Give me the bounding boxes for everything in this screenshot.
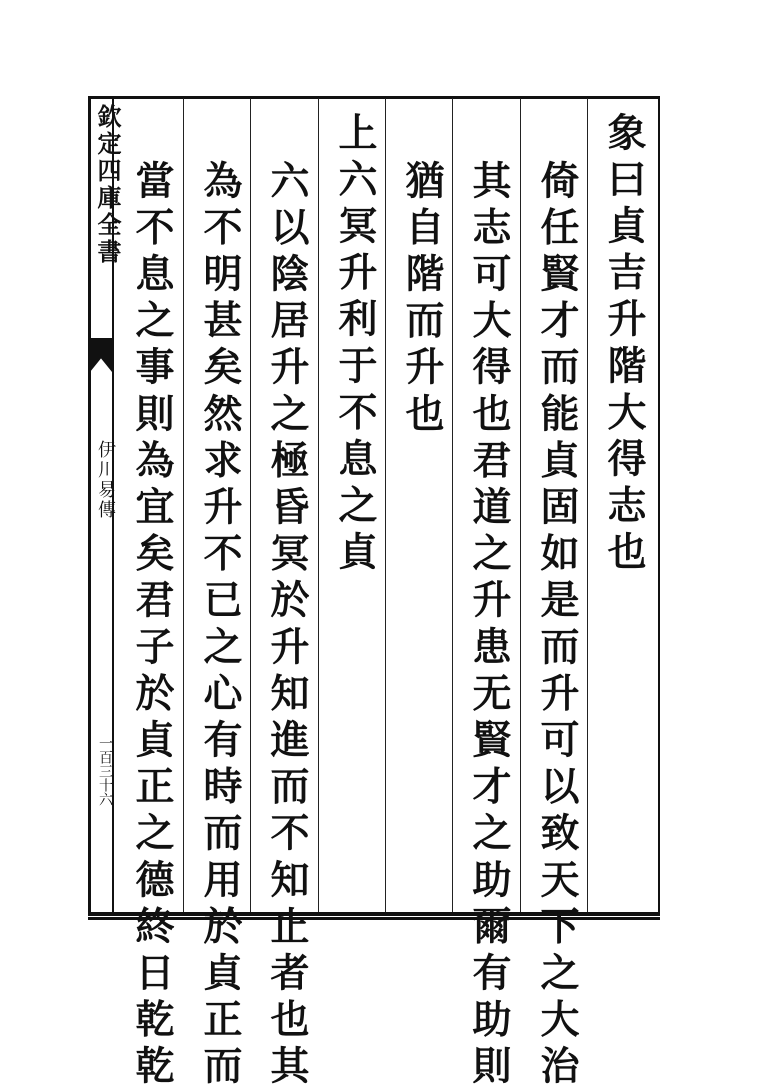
column-rule (452, 98, 453, 912)
column-rule (250, 98, 251, 912)
text-column-2: 倚任賢才而能貞固如是而升可以致天下之大治 (534, 160, 580, 1092)
text-column-4: 猶自階而升也 (399, 160, 445, 440)
column-rule (587, 98, 588, 912)
text-column-3: 其志可大得也君道之升患无賢才之助爾有助則 (466, 160, 512, 1092)
text-column-7: 為不明甚矣然求升不已之心有時而用於貞正而 (197, 160, 243, 1092)
text-column-5: 上六冥升利于不息之貞 (332, 112, 378, 578)
column-rule (318, 98, 319, 912)
column-rule (183, 98, 184, 912)
page-number: 一百三十六 (97, 736, 113, 806)
column-rule (520, 98, 521, 912)
text-column-1: 象曰貞吉升階大得志也 (601, 112, 647, 578)
book-title: 伊川易傳 (95, 440, 116, 520)
collection-title: 欽定四庫全書 (93, 104, 122, 266)
text-column-6: 六以陰居升之極昏冥於升知進而不知止者也其 (264, 160, 310, 1092)
text-column-8: 當不息之事則為宜矣君子於貞正之德終日乾乾 (129, 160, 175, 1092)
column-rule (385, 98, 386, 912)
